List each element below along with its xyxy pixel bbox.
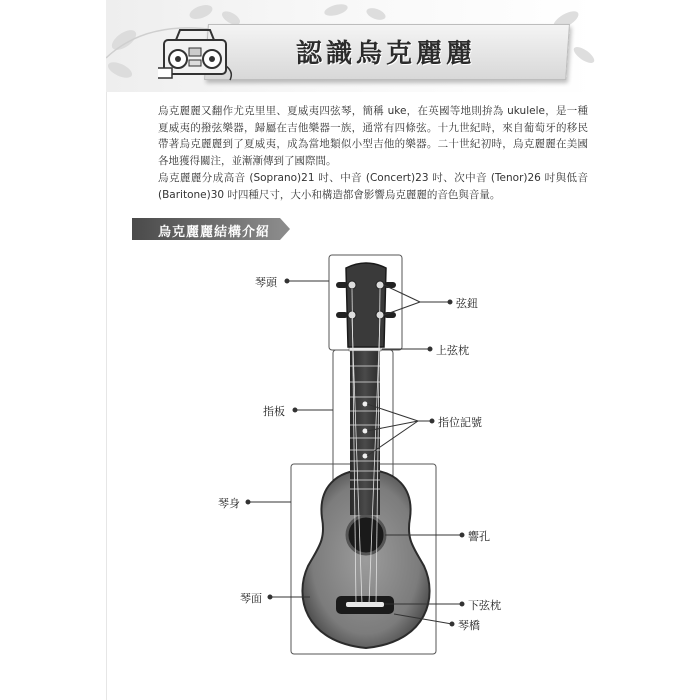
intro-paragraph-1: 烏克麗麗又翻作尤克里里、夏威夷四弦琴，簡稱 uke，在英國等地則拚為 ukulele，是一種夏威夷的撥弦樂器，歸屬在吉他樂器一族，通常有四條弦。十九世紀時，來自葡萄牙的移民帶著烏克麗麗到了夏威夷，成為當地類似小型吉他的樂器。二十世紀初時，烏克麗麗在美國各地獲得關注，並漸漸傳到了國際間。 (158, 105, 588, 167)
label-fretboard: 指板 (263, 405, 285, 418)
label-bridge: 琴橋 (458, 619, 480, 632)
label-headstock: 琴頭 (255, 276, 277, 289)
intro-paragraph-2: 烏克麗麗分成高音 (Soprano)21 吋、中音 (Concert)23 吋、次中音 (Tenor)26 吋與低音 (Baritone)30 吋四種尺寸，大小和構造都會影響烏克麗麗的音色與音量。 (158, 172, 588, 201)
label-position-markers: 指位記號 (438, 416, 482, 429)
soundhole (347, 516, 385, 554)
label-saddle: 下弦枕 (468, 599, 501, 612)
saddle (346, 602, 384, 607)
label-nut: 上弦枕 (436, 344, 469, 357)
label-soundboard: 琴面 (240, 592, 262, 605)
label-soundhole: 響孔 (468, 530, 490, 543)
section-heading-text: 烏克麗麗結構介紹 (158, 225, 271, 240)
label-body: 琴身 (218, 497, 240, 510)
page-title: 認識烏克麗麗 (295, 39, 476, 69)
label-tuners: 弦鈕 (456, 297, 478, 310)
